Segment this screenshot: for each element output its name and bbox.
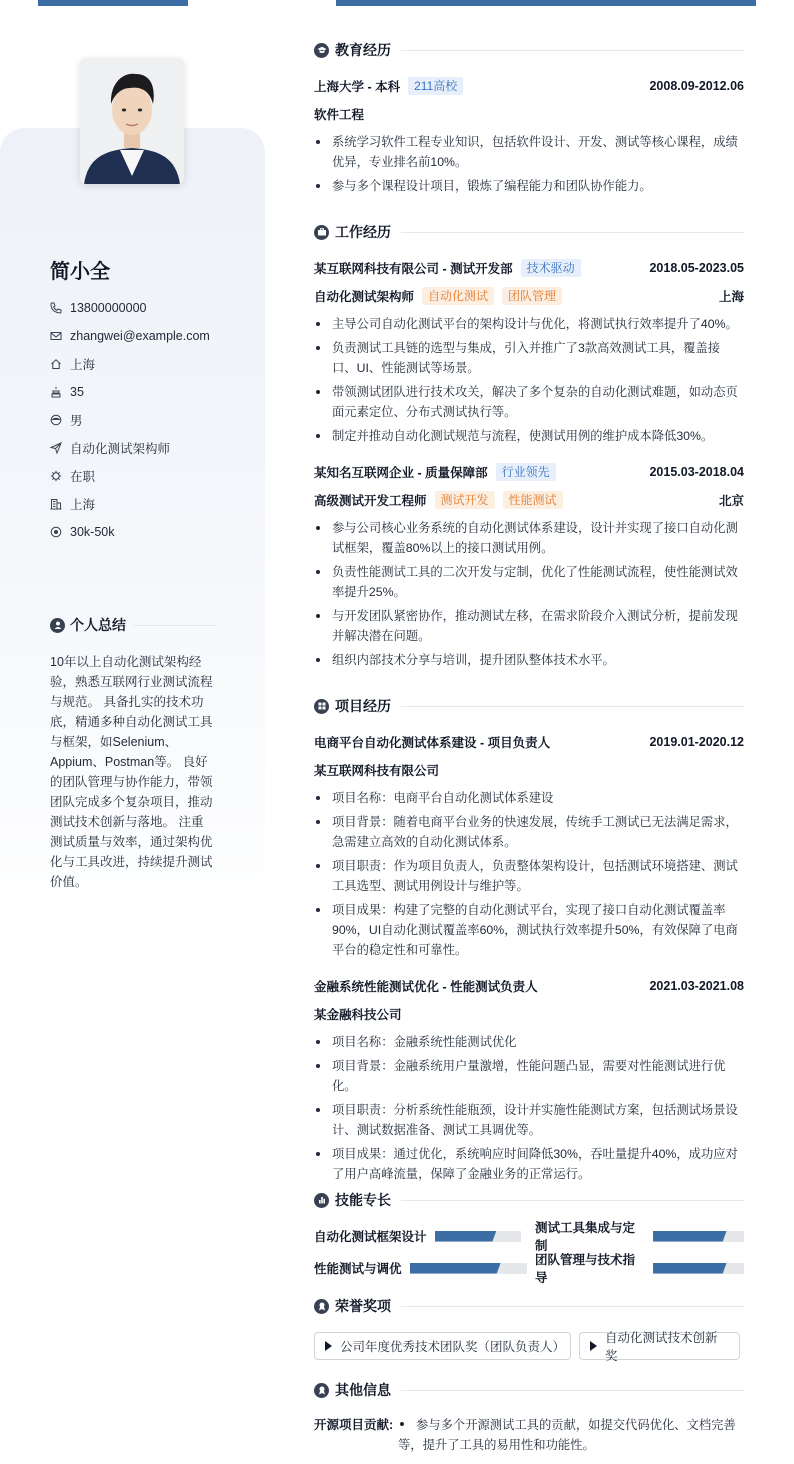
bullet-dot (400, 1422, 404, 1426)
other-label: 开源项目贡献: (314, 1418, 394, 1432)
divider (401, 1200, 744, 1201)
company-name: 某互联网科技有限公司 - 测试开发部 (314, 262, 513, 276)
list-item: 参与多个课程设计项目，锻炼了编程能力和团队协作能力。 (314, 176, 744, 196)
age-icon (50, 386, 62, 398)
education-title: 教育经历 (335, 42, 391, 58)
award-icon (314, 1299, 329, 1314)
send-icon (50, 442, 62, 454)
contact-location: 上海 (50, 350, 250, 378)
award-item: 自动化测试技术创新奖 (579, 1332, 740, 1360)
list-item: 制定并推动自动化测试规范与流程，使测试用例的维护成本降低30%。 (314, 426, 744, 446)
project-company: 某互联网科技有限公司 (314, 764, 440, 778)
contact-position: 自动化测试架构师 (50, 434, 250, 462)
summary-text: 10年以上自动化测试架构经验，熟悉互联网行业测试流程与规范。 具备扎实的技术功底，精通多种自动化测试工具与框架，如Selenium、Appium、Postman等。 良好的团队管理与协作能力，带领团队完成多个复杂项目，推动测试技术创新与落地。 注重测试质量与效率，通过架构优化与工具改进，持续提升测试价值。 (50, 655, 213, 889)
job-bullets (314, 518, 744, 674)
job-role: 高级测试开发工程师 (314, 494, 427, 508)
skill-item (535, 1253, 744, 1285)
contact-salary: 30k-50k (50, 518, 250, 546)
awards-heading (314, 1296, 744, 1316)
award-item: 公司年度优秀技术团队奖（团队负责人） (314, 1332, 571, 1360)
skill-bar-fill (410, 1263, 501, 1274)
list-item: 主导公司自动化测试平台的架构设计与优化，将测试执行效率提升了40%。 (314, 314, 744, 334)
graduation-cap-icon (314, 43, 329, 58)
play-icon (590, 1341, 597, 1351)
skill-bar (410, 1263, 527, 1274)
divider (401, 232, 744, 233)
contact-city: 上海 (50, 490, 250, 518)
education-heading (314, 40, 744, 60)
project-period: 2021.03-2021.08 (649, 979, 744, 993)
list-item: 负责性能测试工具的二次开发与定制，优化了性能测试流程，使性能测试效率提升25%。 (314, 562, 744, 602)
job-period: 2018.05-2023.05 (649, 261, 744, 275)
work-heading (314, 222, 744, 242)
project-company: 某金融科技公司 (314, 1008, 402, 1022)
job-role-row (314, 490, 744, 510)
other-heading (314, 1380, 744, 1400)
skill-tag: 性能测试 (503, 491, 563, 509)
phone-icon (50, 302, 62, 314)
projects-title: 项目经历 (335, 698, 391, 714)
list-item: 项目成果：构建了完整的自动化测试平台，实现了接口自动化测试覆盖率90%，UI自动化测试覆盖率60%，测试执行效率提升50%，有效保障了电商平台的稳定性和可靠性。 (314, 900, 744, 960)
job-header-row (314, 258, 744, 278)
list-item: 参与公司核心业务系统的自动化测试体系建设，设计并实现了接口自动化测试框架，覆盖80%以上的接口测试用例。 (314, 518, 744, 558)
skill-item (535, 1221, 744, 1253)
job-bullets (314, 314, 744, 450)
work-title: 工作经历 (335, 224, 391, 240)
contact-list (50, 294, 250, 546)
user-icon (50, 618, 65, 633)
education-header-row (314, 76, 744, 96)
project-name: 金融系统性能测试优化 - 性能测试负责人 (314, 980, 538, 994)
company-tag: 行业领先 (496, 463, 556, 481)
list-item: 项目职责：作为项目负责人，负责整体架构设计，包括测试环境搭建、测试工具选型、测试用例设计与维护等。 (314, 856, 744, 896)
skill-bar-fill (653, 1231, 727, 1242)
skill-name: 性能测试与调优 (314, 1262, 402, 1276)
skill-bar-fill (435, 1231, 497, 1242)
top-accent-bar-right (336, 0, 756, 6)
company-tag: 技术驱动 (521, 259, 581, 277)
skill-item (314, 1258, 527, 1278)
award-icon (314, 1383, 329, 1398)
contact-phone: 13800000000 (50, 294, 250, 322)
project-header-row (314, 732, 744, 752)
skill-name: 团队管理与技术指导 (535, 1253, 636, 1285)
candidate-name: 简小全 (50, 261, 110, 283)
divider (134, 625, 216, 626)
job-city: 上海 (718, 290, 744, 304)
project-bullets (314, 1032, 744, 1188)
salary-icon (50, 526, 62, 538)
mail-icon (50, 330, 62, 342)
job-city: 北京 (718, 494, 744, 508)
job-role-row (314, 286, 744, 306)
project-period: 2019.01-2020.12 (649, 735, 744, 749)
skill-tag: 测试开发 (435, 491, 495, 509)
project-company-row (314, 1004, 744, 1024)
contact-status: 在职 (50, 462, 250, 490)
major: 软件工程 (314, 108, 365, 122)
status-icon (50, 470, 62, 482)
skills-title: 技能专长 (335, 1192, 391, 1208)
summary-title: 个人总结 (70, 617, 126, 633)
list-item: 负责测试工具链的选型与集成，引入并推广了3款高效测试工具，覆盖接口、UI、性能测试等场景。 (314, 338, 744, 378)
skill-name: 测试工具集成与定制 (535, 1221, 636, 1253)
project-name: 电商平台自动化测试体系建设 - 项目负责人 (314, 736, 551, 750)
summary-heading (50, 615, 216, 635)
project-bullets (314, 788, 744, 964)
divider (401, 1390, 744, 1391)
company-name: 某知名互联网企业 - 质量保障部 (314, 466, 488, 480)
divider (401, 1306, 744, 1307)
awards-title: 荣誉奖项 (335, 1298, 391, 1314)
list-item: 项目背景：随着电商平台业务的快速发展，传统手工测试已无法满足需求，急需建立高效的自动化测试体系。 (314, 812, 744, 852)
skill-tag: 团队管理 (502, 287, 562, 305)
education-major-row (314, 104, 744, 124)
other-text: 参与多个开源测试工具的贡献，如提交代码优化、文档完善等，提升了工具的易用性和功能性。 (398, 1418, 736, 1452)
contact-age: 35 (50, 378, 250, 406)
grid-icon (314, 699, 329, 714)
list-item: 项目背景：金融系统用户量激增，性能问题凸显，需要对性能测试进行优化。 (314, 1056, 744, 1096)
list-item: 项目职责：分析系统性能瓶颈，设计并实施性能测试方案，包括测试场景设计、测试数据准备、测试工具调优等。 (314, 1100, 744, 1140)
divider (401, 50, 744, 51)
bar-chart-icon (314, 1193, 329, 1208)
building-icon (50, 498, 62, 510)
list-item: 项目名称：金融系统性能测试优化 (314, 1032, 744, 1052)
skill-item (314, 1226, 521, 1246)
briefcase-icon (314, 225, 329, 240)
job-role: 自动化测试架构师 (314, 290, 415, 304)
list-item: 带领测试团队进行技术攻关，解决了多个复杂的自动化测试难题，如动态页面元素定位、分布式测试执行等。 (314, 382, 744, 422)
list-item: 组织内部技术分享与培训，提升团队整体技术水平。 (314, 650, 744, 670)
skill-bar (653, 1263, 744, 1274)
contact-email: zhangwei@example.com (50, 322, 250, 350)
education-period: 2008.09-2012.06 (649, 79, 744, 93)
list-item: 项目成果：通过优化，系统响应时间降低30%，吞吐量提升40%，成功应对了用户高峰流量，保障了金融业务的正常运行。 (314, 1144, 744, 1184)
top-accent-bar-left (38, 0, 188, 6)
contact-gender: 男 (50, 406, 250, 434)
divider (401, 706, 744, 707)
school-tag: 211高校 (408, 77, 463, 95)
skill-bar (435, 1231, 521, 1242)
skill-name: 自动化测试框架设计 (314, 1230, 427, 1244)
skill-bar (653, 1231, 744, 1242)
skill-tag: 自动化测试 (422, 287, 494, 305)
projects-heading (314, 696, 744, 716)
home-icon (50, 358, 62, 370)
profile-photo (80, 58, 184, 184)
list-item: 项目名称：电商平台自动化测试体系建设 (314, 788, 744, 808)
play-icon (325, 1341, 332, 1351)
project-company-row (314, 760, 744, 780)
list-item: 与开发团队紧密协作，推动测试左移，在需求阶段介入测试分析，提前发现并解决潜在问题。 (314, 606, 744, 646)
job-header-row (314, 462, 744, 482)
other-title: 其他信息 (335, 1382, 391, 1398)
skills-heading (314, 1190, 744, 1210)
education-bullets (314, 132, 744, 200)
skill-bar-fill (653, 1263, 727, 1274)
project-header-row (314, 976, 744, 996)
gender-icon (50, 414, 62, 426)
job-period: 2015.03-2018.04 (649, 465, 744, 479)
list-item: 系统学习软件工程专业知识，包括软件设计、开发、测试等核心课程，成绩优异，专业排名前10%。 (314, 132, 744, 172)
school-name: 上海大学 - 本科 (314, 80, 401, 94)
